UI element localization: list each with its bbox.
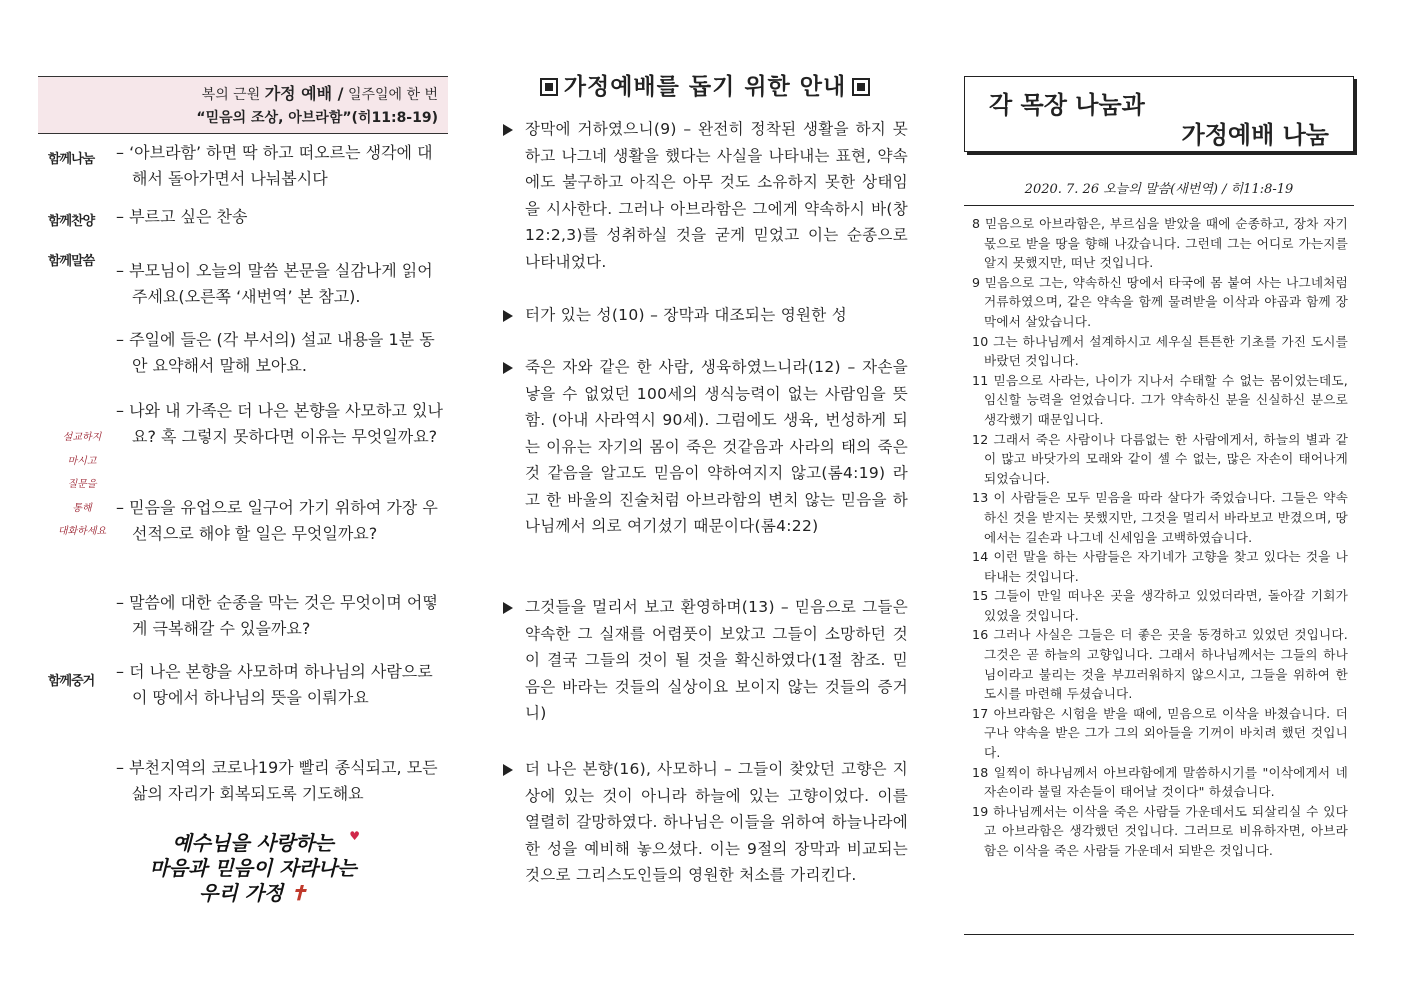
item-word-summarize: – 주일에 들은 (각 부서의) 설교 내용을 1분 동안 요약해서 말해 보아요. (116, 330, 435, 375)
label-sharing: 함께나눔 (48, 152, 95, 167)
header-sermon-title: “믿음의 조상, 아브라함”(히11:8-19) (196, 110, 438, 126)
guide-title: 가정예배를 돕기 위한 안내 (505, 68, 905, 101)
sharing-title-box (964, 76, 1354, 152)
worship-header (38, 76, 448, 134)
guide-item-city: 터가 있는 성(10) – 장막과 대조되는 영원한 성 (503, 302, 908, 329)
guide-item-better-country: 더 나은 본향(16), 사모하니 – 그들이 찾았던 고향은 지상에 있는 것이 아니라 하늘에 있는 고향이었다. 이를 열렬히 갈망하였다. 하나님은 이들을 위하여 하늘나라에 한 성을 예비해 놓으셨다. 이는 9절의 장막과 비교되는 것으로 그리스도인들의 영원한 처소를 가리킨다. (503, 756, 908, 889)
guide-item-tent: 장막에 거하였으니(9) – 완전히 정착된 생활을 하지 못하고 나그네 생활을 했다는 사실을 나타내는 표현, 약속에도 불구하고 아직은 아무 것도 소유하지 못한 상태임을 시사한다. 그러나 아브라함은 그에게 약속하시 바(창12:2,3)를 성취하실 것을 굳게 믿었고 이는 순종으로 나타내었다. (503, 116, 908, 275)
triangle-bullet-icon (503, 764, 513, 776)
item-sharing-abraham: – ‘아브라함’ 하면 딱 하고 떠오르는 생각에 대해서 돌아가면서 나눠봅시다 (116, 143, 433, 188)
scripture-date-reference: 2020. 7. 26 오늘의 말씀(새번역) / 히11:8-19 (1024, 182, 1294, 197)
cross-icon: ✝ (290, 881, 307, 905)
guide-item-as-good-as-dead: 죽은 자와 같은 한 사람, 생육하였느니라(12) – 자손을 낳을 수 없었던 100세의 생식능력이 없는 사람임을 뜻함. (아내 사라역시 90세). 그럼에도 생육, 번성하게 되는 이유는 자기의 몸이 죽은 것같음과 사라의 태의 죽은 것 같음을 알고도 믿음이 약하여지지 않고(롬4:19) 라고 한 바울의 진술처럼 아브라함의 변치 않는 믿음을 하나님께서 의로 여기셨기 때문이다(롬4:22) (503, 354, 908, 540)
family-worship-guide (38, 76, 448, 905)
square-bullet-icon (852, 78, 870, 96)
label-witness: 함께중거 (48, 674, 95, 689)
item-witness-hometown: – 더 나은 본향을 사모하며 하나님의 사람으로 이 땅에서 하나님의 뜻을 이뤄가요 (116, 662, 433, 707)
scripture-text (964, 205, 1354, 935)
calligraphy-signature: ♥ 예수님을 사랑하는 마음과 믿음이 자라나는 우리 가정 ✝ (149, 829, 360, 905)
title-cell-sharing: 각 목장 나눔과 (989, 91, 1145, 119)
triangle-bullet-icon (503, 602, 513, 614)
triangle-bullet-icon (503, 124, 513, 136)
square-bullet-icon (540, 78, 558, 96)
triangle-bullet-icon (503, 362, 513, 374)
side-note-dialogue: 설교하지 마시고 질문을 통해 대화하세요 (57, 432, 107, 537)
item-word-inheritance: – 믿음을 유업으로 일구어 가기 위하여 가장 우선적으로 해야 할 일은 무엇일까요? (116, 498, 438, 543)
header-source-of-blessing: 복의 근원 (201, 87, 261, 103)
verse: 12 그래서 죽은 사람이나 다름없는 한 사람에게서, 하늘의 별과 같이 많고 바닷가의 모래와 같이 셀 수 없는, 많은 자손이 태어나게 되었습니다. (972, 431, 1348, 486)
verse: 9 믿음으로 그는, 약속하신 땅에서 타국에 몸 붙여 사는 나그네처럼 거류하였으며, 같은 약속을 함께 물려받을 이삭과 야곱과 함께 장막에서 살았습니다. (972, 274, 1348, 329)
verse: 10 그는 하나님께서 설계하시고 세우실 튼튼한 기초를 가진 도시를 바랐던 것입니다. (972, 333, 1348, 369)
verse: 13 이 사람들은 모두 믿음을 따라 살다가 죽었습니다. 그들은 약속하신 것을 받지는 못했지만, 그것을 멀리서 바라보고 반겼으며, 땅에서는 길손과 나그네 신세임을 고백하였습니다. (972, 490, 1348, 545)
verse: 18 일찍이 하나님께서 아브라함에게 말씀하시기를 "이삭에게서 네 자손이라 불릴 자손들이 태어날 것이다" 하셨습니다. (972, 764, 1348, 800)
item-word-longing: – 나와 내 가족은 더 나은 본향을 사모하고 있나요? 혹 그렇지 못하다면 이유는 무엇일까요? (116, 401, 443, 446)
item-witness-covid-prayer: – 부천지역의 코로나19가 빨리 종식되고, 모든 삶의 자리가 회복되도록 기도해요 (116, 758, 438, 803)
item-praise-hymn: – 부르고 싶은 찬송 (116, 207, 248, 226)
guide-item-welcomed-from-afar: 그것들을 멀리서 보고 환영하며(13) – 믿음으로 그들은 약속한 그 실재를 어렴풋이 보았고 그들이 소망하던 것이 결국 그들의 것이 될 것을 확신하였다(1절 참조. 믿음은 바라는 것들의 실상이요 보이지 않는 것들의 증거니) (503, 594, 908, 727)
item-word-obedience: – 말씀에 대한 순종을 막는 것은 무엇이며 어떻게 극복해갈 수 있을까요? (116, 593, 438, 638)
heart-icon: ♥ (349, 829, 360, 843)
label-word: 함께말씀 (48, 254, 95, 269)
verse: 8 믿음으로 아브라함은, 부르심을 받았을 때에 순종하고, 장차 자기 몫으로 받을 땅을 향해 나갔습니다. 그런데 그는 어디로 가는지를 알지 못했지만, 떠난 것입니다. (972, 216, 1348, 271)
title-worship-sharing: 가정예배 나눔 (1181, 121, 1329, 149)
verse: 15 그들이 만일 떠나온 곳을 생각하고 있었더라면, 돌아갈 기회가 있었을 것입니다. (972, 588, 1348, 623)
verse: 14 이런 말을 하는 사람들은 자기네가 고향을 찾고 있다는 것을 나타내는 것입니다. (972, 549, 1348, 584)
triangle-bullet-icon (503, 310, 513, 322)
verse: 19 하나님께서는 이삭을 죽은 사람들 가운데서도 되살리실 수 있다고 아브라함은 생각했던 것입니다. 그러므로 비유하자면, 아브라함은 이삭을 죽은 사람들 가운데서 되받은 것입니다. (972, 803, 1348, 858)
label-praise: 함께찬양 (48, 214, 95, 229)
verse: 16 그러나 사실은 그들은 더 좋은 곳을 동경하고 있었던 것입니다. 그것은 곧 하늘의 고향입니다. 그래서 하나님께서는 그들의 하나님이라고 불리는 것을 부끄러워하지 않으시고, 그들을 위하여 한 도시를 마련해 두셨습니다. (972, 627, 1348, 702)
verse: 11 믿음으로 사라는, 나이가 지나서 수태할 수 없는 몸이었는데도, 임신할 능력을 얻었습니다. 그가 약속하신 분을 신실하신 분으로 생각했기 때문입니다. (972, 372, 1348, 427)
header-family-worship: 가정 예배 / (264, 84, 344, 103)
item-word-read: – 부모님이 오늘의 말씀 본문을 실감나게 읽어주세요(오른쪽 ‘새번역’ 본 참고). (116, 261, 433, 306)
verse: 17 아브라함은 시험을 받을 때에, 믿음으로 이삭을 바쳤습니다. 더구나 약속을 받은 그가 그의 외아들을 기꺼이 바치려 했던 것입니다. (972, 705, 1348, 761)
header-once-a-week: 일주일에 한 번 (347, 87, 438, 103)
